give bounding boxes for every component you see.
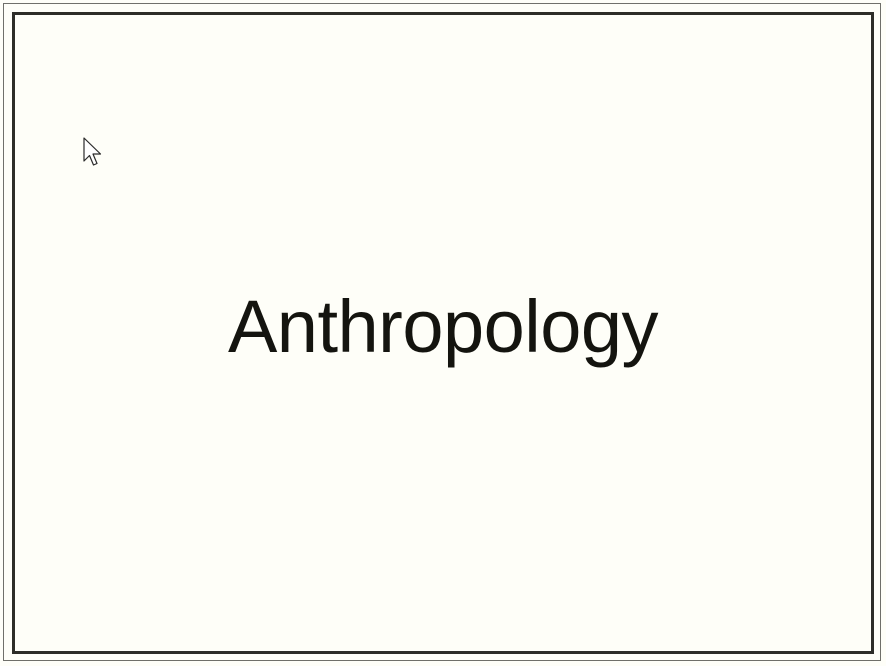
slide-title: Anthropology <box>227 285 659 368</box>
arrow-cursor-icon <box>83 137 105 167</box>
